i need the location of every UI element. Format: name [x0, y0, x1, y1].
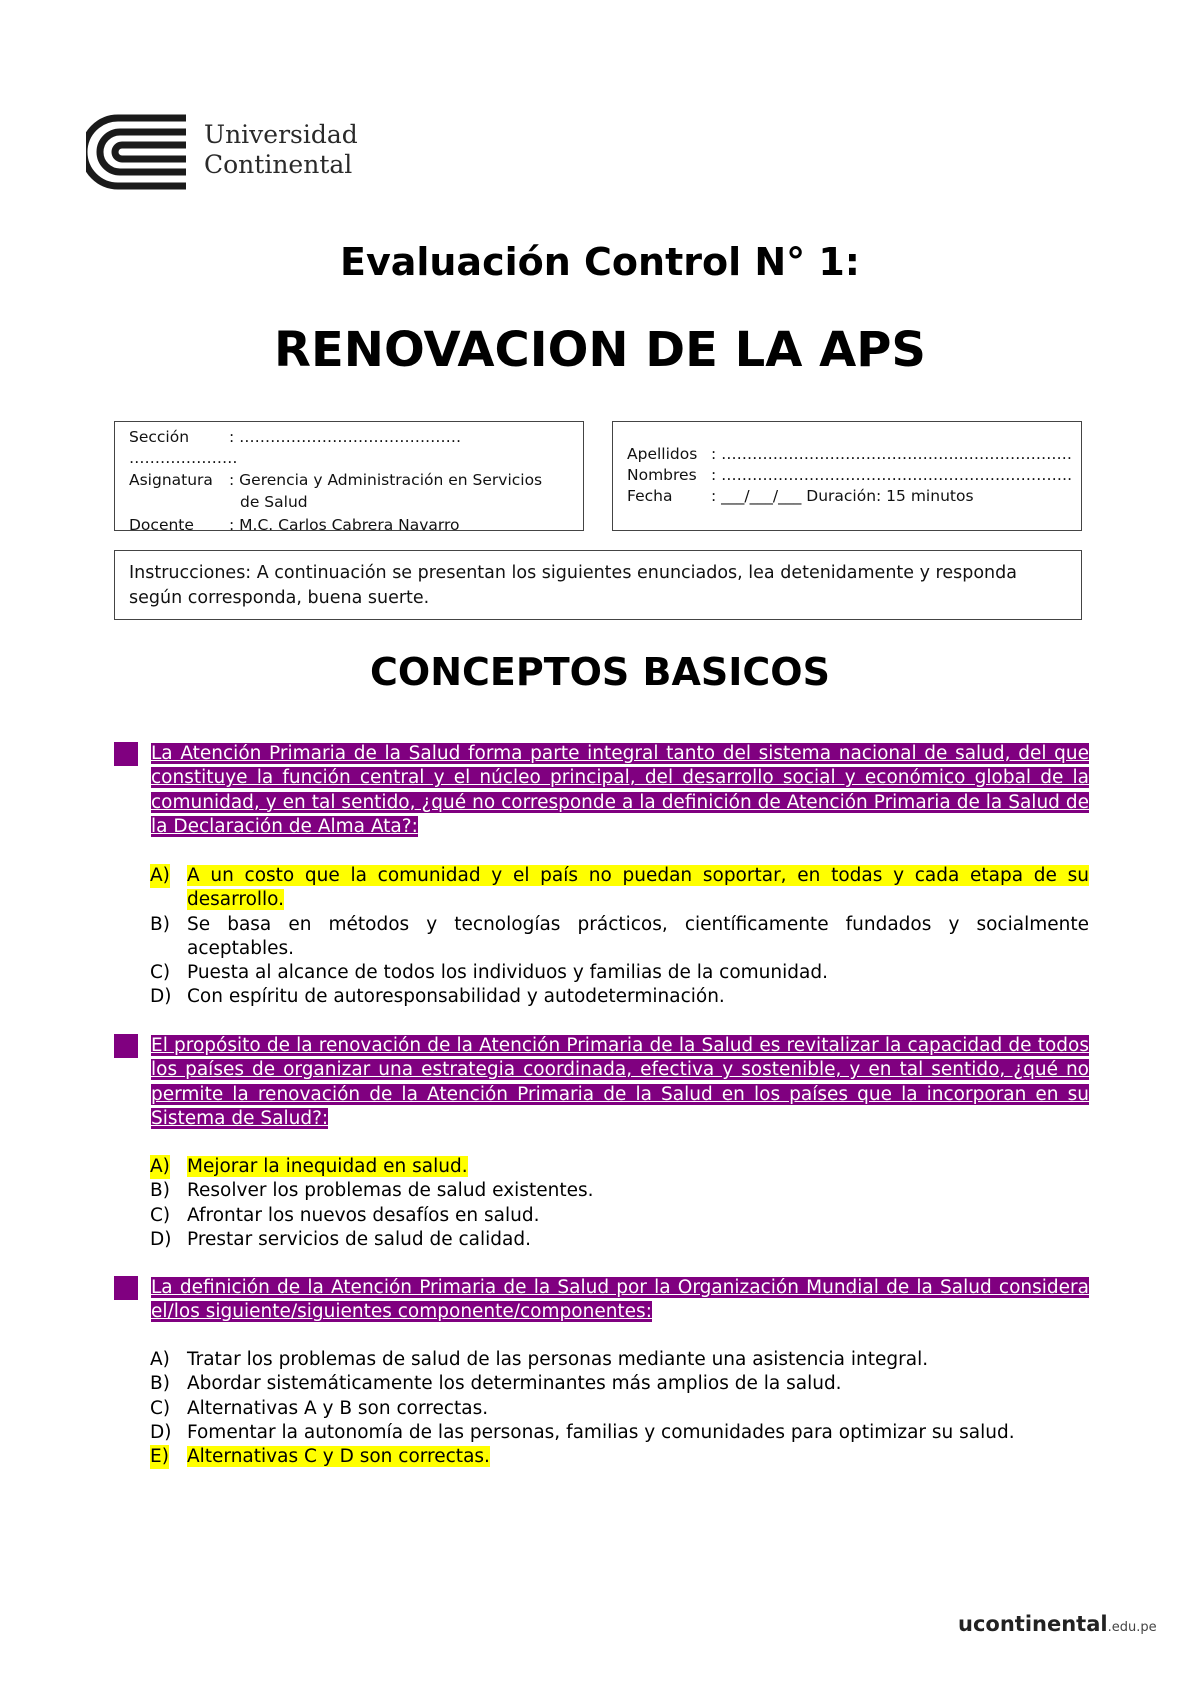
question-2-text: El propósito de la renovación de la Atención Primaria de la Salud es revitalizar la capacidad de todos los países de organizar una estrategia coordinada, efectiva y sostenible, y en tal sentido, ¿qué no permite la renovación de la Atención Primaria de la Salud en los países que la incorporan en su Sistema de Salud?:: [151, 1035, 1089, 1129]
asignatura-label: Asignatura: [129, 471, 213, 489]
footer-domain: .edu.pe: [1107, 1620, 1157, 1635]
logo-line-2: Continental: [204, 150, 353, 179]
question-1-text: La Atención Primaria de la Salud forma parte integral tanto del sistema nacional de salud, del que constituye la función central y el núcleo principal, del desarrollo social y económico global de la comunidad, y en tal sentido, ¿qué no corresponde a la definición de Atención Primaria de la Salud de la Declaración de Alma Ata?:: [151, 743, 1089, 837]
option-1c: C) Puesta al alcance de todos los individuos y familias de la comunidad.: [150, 962, 828, 984]
instructions-box: [114, 550, 1082, 620]
section-title: CONCEPTOS BASICOS: [370, 650, 830, 694]
fecha-label: Fecha: [627, 487, 673, 505]
option-3a: A) Tratar los problemas de salud de las personas mediante una asistencia integral.: [150, 1349, 929, 1370]
question-1-number: 1.: [114, 742, 138, 766]
option-3b: B) Abordar sistemáticamente los determinantes más amplios de la salud.: [150, 1373, 842, 1395]
option-1d: D) Con espíritu de autoresponsabilidad y autodeterminación.: [150, 986, 725, 1008]
page-title: Evaluación Control N° 1:: [339, 240, 860, 284]
universidad-continental-logo-icon: [86, 114, 188, 190]
option-2b: B) Resolver los problemas de salud existentes.: [150, 1180, 594, 1202]
option-2d: D) Prestar servicios de salud de calidad.: [150, 1228, 531, 1250]
instructions-text: Instrucciones: A continuación se presentan los siguientes enunciados, lea detenidamente y responda según corresponda, buena suerte.: [129, 563, 1017, 608]
fecha-field: : ___/___/___ Duración: 15 minutos: [711, 487, 974, 505]
apellidos-label: Apellidos: [627, 445, 698, 463]
nombres-field: : ……………………………………………….………….: [711, 466, 1073, 484]
question-2-options: [150, 1155, 1089, 1252]
option-2a: A) Mejorar la inequidad en salud.: [150, 1155, 1089, 1179]
apellidos-field: : ………………………………………..…………………: [711, 445, 1073, 463]
option-3d: D) Fomentar la autonomía de las personas, familias y comunidades para optimizar su salud.: [150, 1421, 1015, 1443]
question-1: [114, 742, 1089, 839]
footer-brand: [958, 1612, 1157, 1636]
option-1a: A) A un costo que la comunidad y el país no puedan soportar, en todas y cada etapa de su desarrollo.: [150, 865, 1089, 911]
option-1b: B) Se basa en métodos y tecnologías prácticos, científicamente fundados y socialmente aceptables.: [150, 913, 1089, 959]
logo-line-1: Universidad: [204, 120, 358, 149]
docente-label: Docente: [129, 516, 194, 531]
university-logo: [86, 112, 356, 192]
option-3c: C) Alternativas A y B son correctas.: [150, 1397, 489, 1419]
question-3-number: 3.: [114, 1276, 138, 1300]
option-3e: E) Alternativas C y D son correctas.: [150, 1445, 1089, 1469]
footer-brand-name: ucontinental: [958, 1612, 1108, 1636]
student-info-box: [612, 421, 1082, 531]
docente-value: : M.C. Carlos Cabrera Navarro: [229, 516, 460, 531]
question-2-number: 2.: [114, 1034, 138, 1058]
course-info-box: [114, 421, 584, 531]
question-2: [114, 1034, 1089, 1131]
question-3-options: [150, 1348, 1089, 1469]
option-2c: C) Afrontar los nuevos desafíos en salud.: [150, 1204, 540, 1226]
question-1-options: [150, 864, 1089, 1010]
page-subtitle: RENOVACION DE LA APS: [274, 322, 926, 378]
seccion-value-cont: …………………: [129, 449, 238, 467]
nombres-label: Nombres: [627, 466, 697, 484]
seccion-label: Sección: [129, 428, 190, 446]
seccion-value: : ……………………………….……: [229, 428, 462, 446]
question-3: [114, 1276, 1089, 1325]
asignatura-value-cont: de Salud: [240, 493, 308, 511]
asignatura-value: : Gerencia y Administración en Servicios: [229, 471, 543, 489]
question-3-text: La definición de la Atención Primaria de la Salud por la Organización Mundial de la Salud considera el/los siguiente/siguientes componente/componentes:: [151, 1277, 1089, 1323]
